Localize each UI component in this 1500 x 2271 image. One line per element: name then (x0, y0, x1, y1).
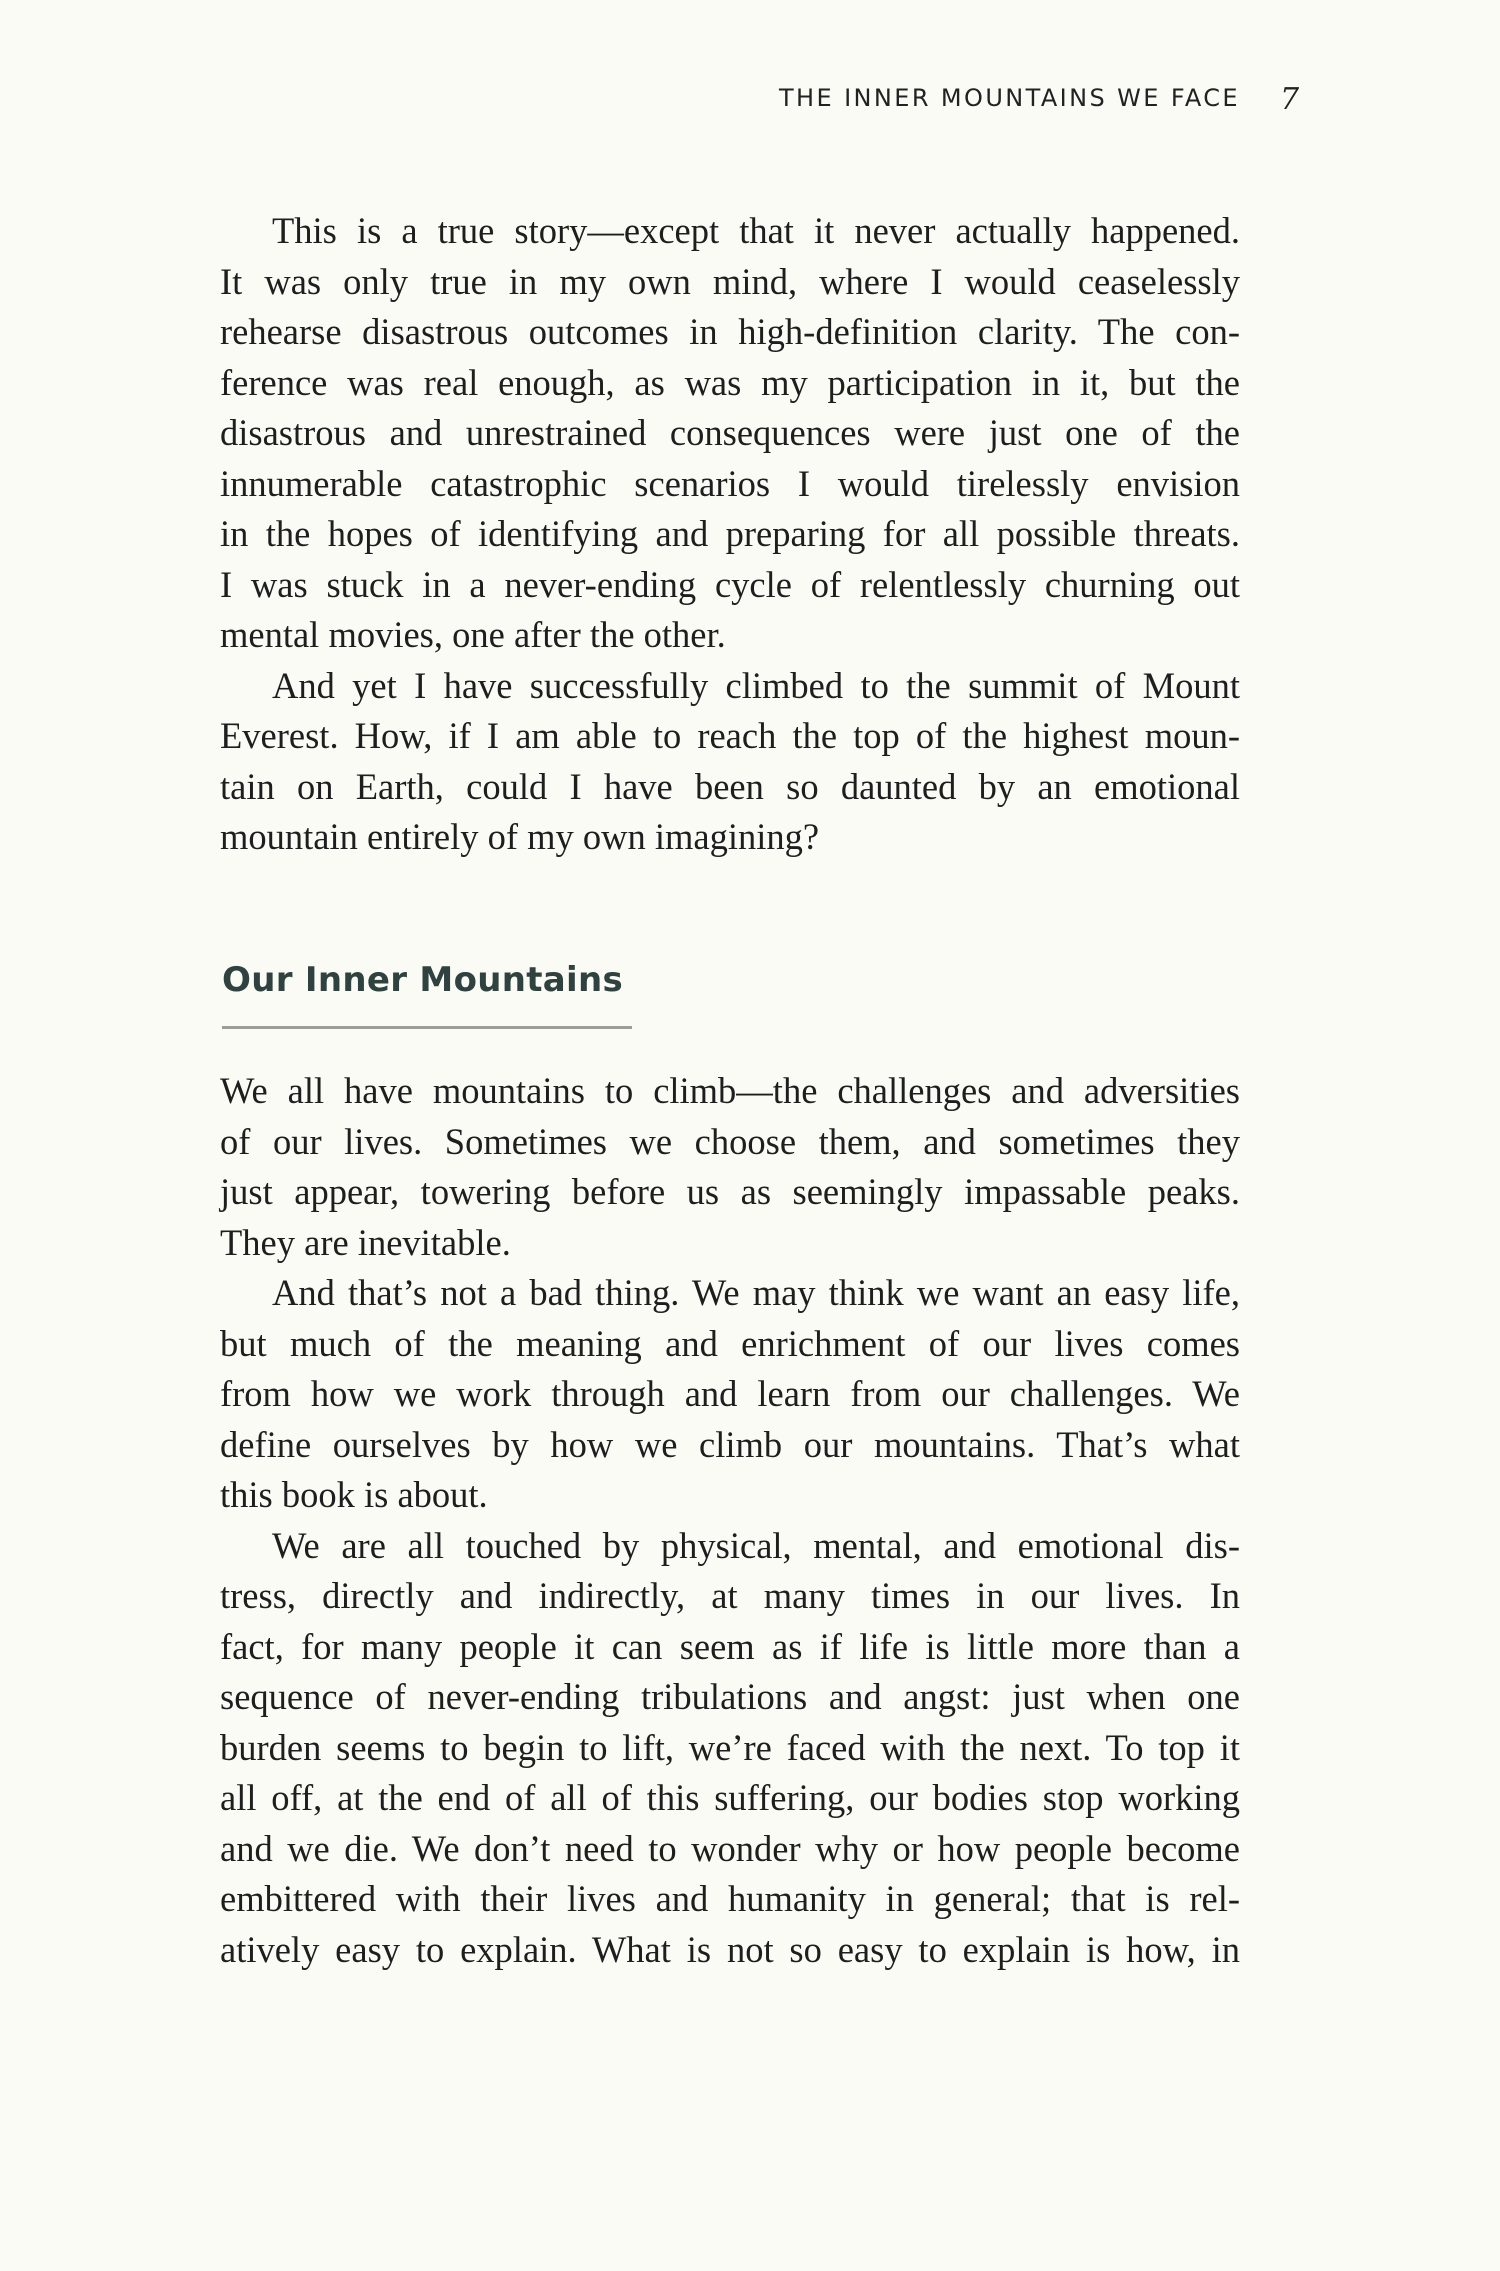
running-title: THE INNER MOUNTAINS WE FACE (778, 84, 1240, 112)
text-line: tain on Earth, could I have been so daunted by an emotional (220, 765, 1240, 807)
text-line: in the hopes of identifying and preparing for all possible threats. (220, 513, 1240, 554)
text-line: This is a true story—except that it never actually happened. (272, 210, 1240, 251)
paragraph (220, 661, 1240, 863)
heading-underline-rule (222, 1026, 632, 1029)
section-two-body (220, 1066, 1240, 1975)
running-head (0, 82, 1500, 122)
text-line: all off, at the end of all of this suffering, our bodies stop working (220, 1777, 1240, 1818)
text-line: We are all touched by physical, mental, and emotional dis- (272, 1524, 1240, 1566)
text-line: of our lives. Sometimes we choose them, and sometimes they (220, 1120, 1240, 1162)
text-line: And yet I have successfully climbed to the summit of Mount (272, 664, 1240, 706)
paragraph (220, 206, 1240, 661)
text-line: sequence of never-ending tribulations and angst: just when one (220, 1676, 1240, 1717)
text-line: tress, directly and indirectly, at many times in our lives. In (220, 1575, 1240, 1616)
text-line: mountain entirely of my own imagining? (220, 816, 820, 857)
page-number: 7 (1280, 82, 1300, 117)
text-line: It was only true in my own mind, where I would ceaselessly (220, 260, 1240, 302)
text-line: define ourselves by how we climb our mountains. That’s what (220, 1423, 1240, 1465)
text-line: fact, for many people it can seem as if life is little more than a (220, 1625, 1240, 1667)
text-line: burden seems to begin to lift, we’re faced with the next. To top it (220, 1726, 1240, 1768)
text-line: this book is about. (220, 1474, 488, 1515)
text-line: just appear, towering before us as seemingly impassable peaks. (220, 1171, 1240, 1212)
paragraph (220, 1066, 1240, 1268)
section-heading: Our Inner Mountains (222, 960, 624, 1000)
section-one-body (220, 206, 1240, 863)
text-line: mental movies, one after the other. (220, 614, 726, 655)
text-line: innumerable catastrophic scenarios I would tirelessly envision (220, 462, 1240, 504)
text-line: They are inevitable. (220, 1221, 511, 1263)
text-line: And that’s not a bad thing. We may think we want an easy life, (272, 1272, 1240, 1313)
text-line: from how we work through and learn from our challenges. We (220, 1373, 1240, 1414)
text-line: disastrous and unrestrained consequences were just one of the (220, 412, 1240, 453)
text-line: I was stuck in a never-ending cycle of relentlessly churning out (220, 563, 1240, 605)
text-line: Everest. How, if I am able to reach the top of the highest moun- (220, 715, 1240, 756)
text-line: embittered with their lives and humanity in general; that is rel- (220, 1878, 1240, 1919)
text-line: but much of the meaning and enrichment of our lives comes (220, 1322, 1240, 1364)
paragraph (220, 1521, 1240, 1976)
text-line: atively easy to explain. What is not so easy to explain is how, in (220, 1928, 1240, 1970)
text-line: rehearse disastrous outcomes in high-definition clarity. The con- (220, 311, 1240, 352)
text-line: and we die. We don’t need to wonder why or how people become (220, 1827, 1240, 1869)
text-line: ference was real enough, as was my participation in it, but the (220, 361, 1240, 403)
paragraph (220, 1268, 1240, 1521)
text-line: We all have mountains to climb—the challenges and adversities (220, 1070, 1240, 1111)
